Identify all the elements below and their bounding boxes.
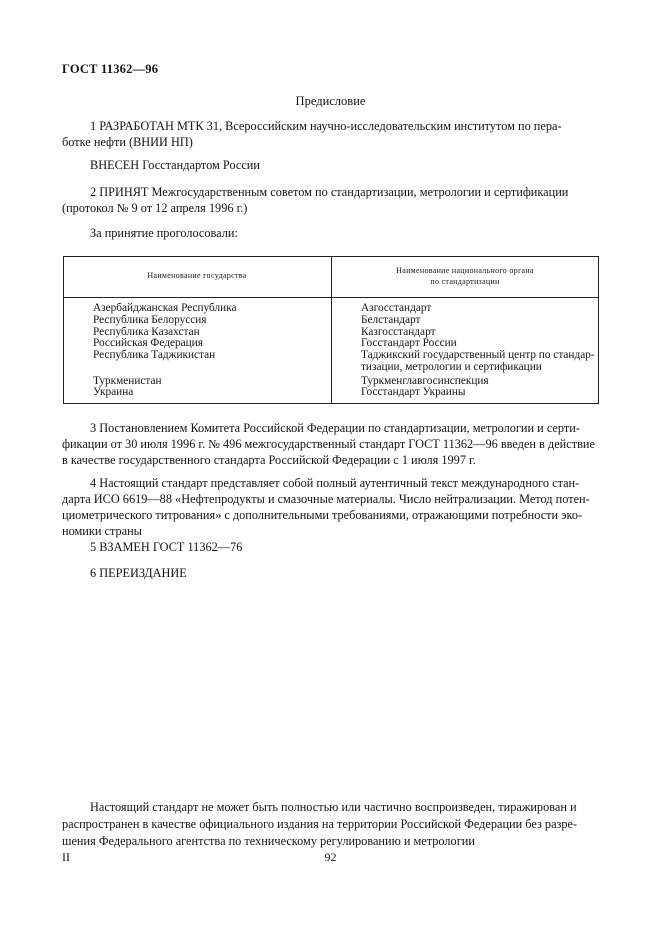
column-header-body-line-1: Наименование национального органа: [396, 266, 534, 275]
paragraph-4-line-3: циометрического титрования» с дополнительными требованиями, отражающими потребности эко-: [62, 508, 583, 522]
table-row-body: Туркменглавгосинспекция: [361, 375, 489, 387]
table-row-body: Азгосстандарт: [361, 302, 432, 314]
table-row-body: Госстандарт России: [361, 337, 457, 349]
voted-label: За принятие проголосовали:: [90, 226, 238, 240]
page-title: Предисловие: [295, 94, 366, 108]
paragraph-3: [62, 420, 599, 468]
table-row-state: Азербайджанская Республика: [93, 302, 237, 314]
copyright-notice: [62, 799, 599, 850]
table-row-body: Казгосстандарт: [361, 326, 436, 338]
paragraph-1-line-2: ботке нефти (ВНИИ НП): [62, 135, 193, 149]
paragraph-3-line-2: фикации от 30 июля 1996 г. № 496 межгосударственный стандарт ГОСТ 11362—96 введен в действие: [62, 437, 595, 451]
notice-line-1: Настоящий стандарт не может быть полностью или частично воспроизведен, тиражирован и: [90, 800, 577, 814]
column-header-state: Наименование государства: [147, 271, 247, 280]
table-row-body-continued: тизации, метрологии и сертификации: [361, 361, 542, 373]
paragraph-4-line-4: номики страны: [62, 524, 142, 538]
table-row-body: Госстандарт Украины: [361, 386, 466, 398]
paragraph-2: [62, 184, 599, 216]
table-row-body: Белстандарт: [361, 314, 421, 326]
paragraph-4-line-1: 4 Настоящий стандарт представляет собой полный аутентичный текст международного стан-: [90, 476, 580, 490]
voting-table: [63, 256, 599, 404]
column-header-body: [331, 265, 599, 287]
paragraph-6: 6 ПЕРЕИЗДАНИЕ: [90, 566, 187, 580]
notice-line-2: распространен в качестве официального издания на территории Российской Федерации без разре-: [62, 817, 578, 831]
paragraph-1: [62, 118, 599, 150]
table-row-state: Республика Таджикистан: [93, 349, 216, 361]
paragraph-introduced: ВНЕСЕН Госстандартом России: [90, 158, 260, 172]
page-number: 92: [324, 850, 337, 864]
notice-line-3: шения Федерального агентства по техническому регулированию и метрологии: [62, 834, 475, 848]
table-row-body: Таджикский государственный центр по стандар-: [361, 349, 595, 361]
table-row-state: Республика Белоруссия: [93, 314, 207, 326]
paragraph-5: 5 ВЗАМЕН ГОСТ 11362—76: [90, 540, 243, 554]
table-row-state: Российская Федерация: [93, 337, 203, 349]
paragraph-2-line-1: 2 ПРИНЯТ Межгосударственным советом по стандартизации, метрологии и сертификации: [90, 185, 569, 199]
table-row-state: Туркменистан: [93, 375, 162, 387]
column-header-body-line-2: по стандартизации: [430, 277, 500, 286]
paragraph-1-line-1: 1 РАЗРАБОТАН МТК 31, Всероссийским научно-исследовательским институтом по пера-: [90, 119, 562, 133]
page-roman-number: II: [62, 850, 70, 864]
paragraph-4: [62, 475, 599, 539]
paragraph-3-line-1: 3 Постановлением Комитета Российской Федерации по стандартизации, метрологии и серти-: [90, 421, 580, 435]
document-code: ГОСТ 11362—96: [62, 62, 159, 76]
paragraph-3-line-3: в качестве государственного стандарта Российской Федерации с 1 июля 1997 г.: [62, 453, 476, 467]
paragraph-2-line-2: (протокол № 9 от 12 апреля 1996 г.): [62, 201, 248, 215]
table-row-state: Республика Казахстан: [93, 326, 200, 338]
paragraph-4-line-2: дарта ИСО 6619—88 «Нефтепродукты и смазочные материалы. Число нейтрализации. Метод потен-: [62, 492, 590, 506]
table-row-state: Украина: [93, 386, 134, 398]
